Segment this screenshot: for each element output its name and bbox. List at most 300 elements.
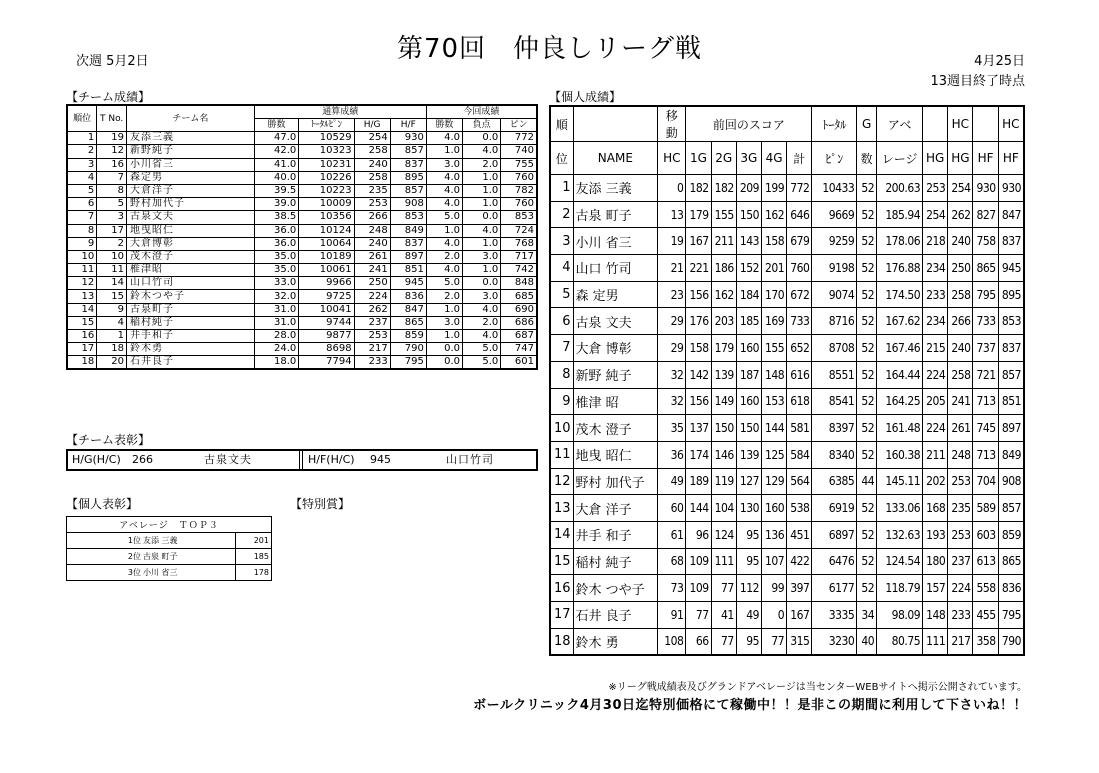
score-g4: 153: [761, 388, 786, 415]
player-name: 野村 加代子: [573, 468, 658, 495]
team-hg: 241: [354, 264, 390, 277]
player-name: 古泉 町子: [573, 201, 658, 228]
player-total-pins: 8340: [812, 441, 857, 468]
table-row: [67, 290, 537, 303]
header-team-no: T No.: [97, 105, 127, 132]
team-hg: 217: [354, 343, 390, 356]
team-no: 18: [97, 343, 127, 356]
team-wins: 41.0: [254, 158, 299, 171]
player-hg: 148: [923, 602, 948, 629]
player-hc-hg: 235: [948, 495, 973, 522]
player-hc-hg: 253: [948, 468, 973, 495]
player-hg: 111: [923, 628, 948, 655]
player-hc-hg: 248: [948, 441, 973, 468]
avg-value: 185: [236, 549, 272, 565]
player-games: 52: [857, 415, 877, 442]
player-total-pins: 3335: [812, 602, 857, 629]
team-no: 19: [97, 132, 127, 145]
team-name: 椎津昭: [127, 264, 255, 277]
table-row: [67, 549, 272, 565]
table-row: [550, 255, 1024, 282]
player-average: 185.94: [877, 201, 923, 228]
header-name: NAME: [573, 142, 658, 175]
player-hg: 193: [923, 521, 948, 548]
player-name: 森 定男: [573, 281, 658, 308]
player-hc-hg: 224: [948, 575, 973, 602]
player-hc: 0: [658, 175, 686, 202]
player-rank: 3: [550, 228, 573, 255]
team-wins: 24.0: [254, 343, 299, 356]
player-hc-hf: 853: [998, 308, 1024, 335]
score-g2: 149: [711, 388, 736, 415]
award-divider: [299, 451, 303, 469]
player-rank: 17: [550, 602, 573, 629]
score-g3: 160: [736, 388, 761, 415]
player-hf: 827: [973, 201, 998, 228]
table-row: [67, 224, 537, 237]
player-average: 178.06: [877, 228, 923, 255]
table-row: [67, 343, 537, 356]
player-hc-hf: 851: [998, 388, 1024, 415]
score-g4: 199: [761, 175, 786, 202]
avg-value: 201: [236, 533, 272, 549]
team-current-losses: 0.0: [462, 132, 500, 145]
team-hf: 857: [390, 184, 426, 197]
avg-place-name: [67, 549, 236, 565]
player-name: 椎津 昭: [573, 388, 658, 415]
score-g4: 170: [761, 281, 786, 308]
team-rank: 15: [67, 316, 97, 329]
table-row: [550, 388, 1024, 415]
player-hf: 930: [973, 175, 998, 202]
team-current-pins: 742: [501, 264, 537, 277]
team-name: 鈴木勇: [127, 343, 255, 356]
team-name: 新野純子: [127, 145, 255, 158]
header-cur-wins: 勝数: [426, 119, 462, 132]
header-hf: HF: [973, 142, 998, 175]
player-name: 新野 純子: [573, 361, 658, 388]
avg-name: 友添 三義: [143, 536, 178, 545]
player-games: 44: [857, 468, 877, 495]
team-name: 井手和子: [127, 330, 255, 343]
team-current-pins: 772: [501, 132, 537, 145]
team-current-wins: 1.0: [426, 303, 462, 316]
player-total-pins: 6385: [812, 468, 857, 495]
team-name: 野村加代子: [127, 198, 255, 211]
team-current-pins: 690: [501, 303, 537, 316]
player-hc-hg: 258: [948, 281, 973, 308]
score-g4: 77: [761, 628, 786, 655]
score-g1: 174: [686, 441, 711, 468]
player-rank: 16: [550, 575, 573, 602]
score-total: 581: [787, 415, 812, 442]
player-hc-hg: 241: [948, 388, 973, 415]
header-total-pins-top: ﾄｰﾀﾙ: [812, 106, 857, 142]
player-hc-hg: 217: [948, 628, 973, 655]
table-row: [67, 330, 537, 343]
team-name: 古泉町子: [127, 303, 255, 316]
player-hc-hf: 897: [998, 415, 1024, 442]
team-hg: 253: [354, 198, 390, 211]
team-hg: 266: [354, 211, 390, 224]
score-g1: 137: [686, 415, 711, 442]
team-current-losses: 4.0: [462, 303, 500, 316]
player-games: 34: [857, 602, 877, 629]
player-average: 98.09: [877, 602, 923, 629]
player-hc: 19: [658, 228, 686, 255]
score-g2: 186: [711, 255, 736, 282]
player-hc-hf: 847: [998, 201, 1024, 228]
score-total: 397: [787, 575, 812, 602]
score-g2: 179: [711, 335, 736, 362]
team-current-losses: 2.0: [462, 316, 500, 329]
player-rank: 18: [550, 628, 573, 655]
player-rank: 6: [550, 308, 573, 335]
player-hc: 61: [658, 521, 686, 548]
team-section-label: 【チーム成績】: [66, 90, 151, 104]
player-total-pins: 6476: [812, 548, 857, 575]
header-cur-losses: 負点: [462, 119, 500, 132]
score-g2: 77: [711, 628, 736, 655]
score-g1: 109: [686, 575, 711, 602]
team-current-wins: 4.0: [426, 237, 462, 250]
player-hg: 234: [923, 255, 948, 282]
team-rank: 13: [67, 290, 97, 303]
team-hf: 865: [390, 316, 426, 329]
player-hc: 73: [658, 575, 686, 602]
score-g1: 96: [686, 521, 711, 548]
player-hc: 29: [658, 308, 686, 335]
player-hc-hf: 790: [998, 628, 1024, 655]
team-no: 14: [97, 277, 127, 290]
team-hf: 945: [390, 277, 426, 290]
score-g4: 162: [761, 201, 786, 228]
player-hc-hf: 795: [998, 602, 1024, 629]
team-current-losses: 1.0: [462, 184, 500, 197]
player-hc: 29: [658, 335, 686, 362]
player-games: 52: [857, 521, 877, 548]
header-rank-top: 順: [550, 106, 573, 142]
player-hc-hf: 859: [998, 521, 1024, 548]
team-current-pins: 853: [501, 211, 537, 224]
score-g3: 185: [736, 308, 761, 335]
hg-award-name: 古泉文夫: [204, 453, 252, 466]
score-g2: 162: [711, 281, 736, 308]
player-hg: 253: [923, 175, 948, 202]
player-hc: 23: [658, 281, 686, 308]
table-row: [550, 281, 1024, 308]
score-g1: 189: [686, 468, 711, 495]
score-g4: 144: [761, 415, 786, 442]
team-no: 12: [97, 145, 127, 158]
player-total-pins: 8397: [812, 415, 857, 442]
team-wins: 31.0: [254, 303, 299, 316]
player-total-pins: 8708: [812, 335, 857, 362]
team-wins: 35.0: [254, 264, 299, 277]
player-hf: 358: [973, 628, 998, 655]
hf-award-value: 945: [370, 453, 391, 466]
team-rank: 12: [67, 277, 97, 290]
player-games: 52: [857, 281, 877, 308]
player-hc-hf: 865: [998, 548, 1024, 575]
team-current-wins: 0.0: [426, 356, 462, 370]
team-rank: 14: [67, 303, 97, 316]
player-hg: 234: [923, 308, 948, 335]
player-rank: 1: [550, 175, 573, 202]
player-name: 大倉 洋子: [573, 495, 658, 522]
score-g2: 139: [711, 361, 736, 388]
player-hc-hf: 895: [998, 281, 1024, 308]
player-hg: 218: [923, 228, 948, 255]
player-total-pins: 3230: [812, 628, 857, 655]
score-g2: 104: [711, 495, 736, 522]
player-hf: 733: [973, 308, 998, 335]
score-g2: 146: [711, 441, 736, 468]
score-total: 679: [787, 228, 812, 255]
team-name: 友添三義: [127, 132, 255, 145]
header-total: 計: [787, 142, 812, 175]
team-current-losses: 5.0: [462, 356, 500, 370]
table-row: [550, 495, 1024, 522]
score-g3: 112: [736, 575, 761, 602]
score-g1: 176: [686, 308, 711, 335]
team-current-wins: 3.0: [426, 316, 462, 329]
header-total-pins-bottom: ﾋﾟﾝ: [812, 142, 857, 175]
avg-name: 小川 省三: [143, 568, 178, 577]
score-g1: 66: [686, 628, 711, 655]
team-current-pins: 848: [501, 277, 537, 290]
team-wins: 33.0: [254, 277, 299, 290]
team-total-pins: 10323: [299, 145, 354, 158]
next-week-date: 次週 5月2日: [76, 54, 149, 69]
player-hc-hg: 254: [948, 175, 973, 202]
table-row: [67, 277, 537, 290]
player-rank: 13: [550, 495, 573, 522]
team-current-pins: 601: [501, 356, 537, 370]
player-hc-hf: 857: [998, 361, 1024, 388]
team-hg: 254: [354, 132, 390, 145]
score-g1: 158: [686, 335, 711, 362]
header-avg-top: アベ: [877, 106, 923, 142]
team-hg: 248: [354, 224, 390, 237]
avg-place: 3位: [127, 568, 141, 577]
team-hg: 258: [354, 145, 390, 158]
player-name: 大倉 博彰: [573, 335, 658, 362]
score-g1: 142: [686, 361, 711, 388]
team-no: 5: [97, 198, 127, 211]
table-row: [67, 565, 272, 581]
avg-name: 古泉 町子: [143, 552, 178, 561]
player-hg: 254: [923, 201, 948, 228]
player-total-pins: 10433: [812, 175, 857, 202]
team-current-losses: 1.0: [462, 171, 500, 184]
score-total: 618: [787, 388, 812, 415]
score-total: 652: [787, 335, 812, 362]
team-current-pins: 768: [501, 237, 537, 250]
score-g4: 169: [761, 308, 786, 335]
team-hg: 237: [354, 316, 390, 329]
score-g2: 203: [711, 308, 736, 335]
team-current-wins: 2.0: [426, 250, 462, 263]
team-current-losses: 1.0: [462, 264, 500, 277]
team-current-losses: 5.0: [462, 343, 500, 356]
team-no: 11: [97, 264, 127, 277]
score-g4: 148: [761, 361, 786, 388]
player-average: 124.54: [877, 548, 923, 575]
header-hg-top: [923, 106, 948, 142]
player-games: 52: [857, 441, 877, 468]
team-no: 4: [97, 316, 127, 329]
player-games: 52: [857, 175, 877, 202]
hf-award-name: 山口竹司: [446, 453, 494, 466]
player-hc: 49: [658, 468, 686, 495]
team-hf: 930: [390, 132, 426, 145]
score-g3: 143: [736, 228, 761, 255]
header-hg: HG: [923, 142, 948, 175]
team-no: 15: [97, 290, 127, 303]
score-total: 672: [787, 281, 812, 308]
table-row: [67, 158, 537, 171]
team-hg: 253: [354, 330, 390, 343]
player-hg: 224: [923, 361, 948, 388]
team-rank: 3: [67, 158, 97, 171]
player-hc: 36: [658, 441, 686, 468]
player-average: 161.48: [877, 415, 923, 442]
table-row: [550, 575, 1024, 602]
team-rank: 1: [67, 132, 97, 145]
team-no: 8: [97, 184, 127, 197]
header-hc: HC: [658, 142, 686, 175]
team-wins: 28.0: [254, 330, 299, 343]
team-current-pins: 687: [501, 330, 537, 343]
avg-place: 1位: [127, 536, 141, 545]
player-hc: 108: [658, 628, 686, 655]
table-row: [67, 356, 537, 370]
score-g2: 119: [711, 468, 736, 495]
score-g3: 95: [736, 628, 761, 655]
score-g2: 150: [711, 415, 736, 442]
header-team-name: チーム名: [127, 105, 255, 132]
table-row: [550, 521, 1024, 548]
header-cumulative: 通算成績: [254, 105, 426, 119]
team-hf: 837: [390, 237, 426, 250]
player-games: 52: [857, 335, 877, 362]
team-hf: 857: [390, 145, 426, 158]
team-hf: 851: [390, 264, 426, 277]
team-total-pins: 10529: [299, 132, 354, 145]
team-name: 古泉文夫: [127, 211, 255, 224]
team-no: 9: [97, 303, 127, 316]
team-total-pins: 7794: [299, 356, 354, 370]
score-total: 646: [787, 201, 812, 228]
team-current-pins: 685: [501, 290, 537, 303]
player-name: 稲村 純子: [573, 548, 658, 575]
team-rank: 17: [67, 343, 97, 356]
score-total: 733: [787, 308, 812, 335]
team-current-wins: 1.0: [426, 224, 462, 237]
player-hf: 589: [973, 495, 998, 522]
header-move: 移動: [658, 106, 686, 142]
team-current-wins: 4.0: [426, 171, 462, 184]
header-hchf-top: HC: [998, 106, 1024, 142]
player-hf: 745: [973, 415, 998, 442]
team-total-pins: 10356: [299, 211, 354, 224]
team-wins: 39.0: [254, 198, 299, 211]
player-games: 52: [857, 308, 877, 335]
team-rank: 9: [67, 237, 97, 250]
team-current-losses: 0.0: [462, 211, 500, 224]
score-g1: 109: [686, 548, 711, 575]
player-hc-hg: 266: [948, 308, 973, 335]
week-status: 13週目終了時点: [930, 74, 1025, 89]
team-current-losses: 0.0: [462, 277, 500, 290]
team-total-pins: 10041: [299, 303, 354, 316]
team-current-losses: 1.0: [462, 237, 500, 250]
team-total-pins: 9966: [299, 277, 354, 290]
score-g3: 160: [736, 335, 761, 362]
score-total: 538: [787, 495, 812, 522]
score-g4: 129: [761, 468, 786, 495]
team-current-wins: 1.0: [426, 330, 462, 343]
team-no: 17: [97, 224, 127, 237]
score-g3: 209: [736, 175, 761, 202]
player-hc-hg: 262: [948, 201, 973, 228]
header-rank-bottom: 位: [550, 142, 573, 175]
player-total-pins: 9074: [812, 281, 857, 308]
score-g2: 211: [711, 228, 736, 255]
team-current-pins: 760: [501, 171, 537, 184]
team-current-pins: 717: [501, 250, 537, 263]
player-name: 鈴木 勇: [573, 628, 658, 655]
team-rank: 4: [67, 171, 97, 184]
avg-place: 2位: [127, 552, 141, 561]
table-row: [550, 602, 1024, 629]
player-games: 52: [857, 575, 877, 602]
player-games: 52: [857, 388, 877, 415]
hg-award-label: H/G(H/C): [72, 453, 121, 466]
team-rank: 11: [67, 264, 97, 277]
table-row: [67, 132, 537, 145]
score-g4: 107: [761, 548, 786, 575]
score-g3: 130: [736, 495, 761, 522]
individual-section-label: 【個人成績】: [549, 90, 622, 104]
player-hc-hf: 836: [998, 575, 1024, 602]
header-games-bottom: 数: [857, 142, 877, 175]
score-g3: 150: [736, 201, 761, 228]
team-total-pins: 10061: [299, 264, 354, 277]
player-hc: 68: [658, 548, 686, 575]
player-hc: 91: [658, 602, 686, 629]
score-g3: 152: [736, 255, 761, 282]
score-g1: 167: [686, 228, 711, 255]
score-total: 584: [787, 441, 812, 468]
header-wins: 勝数: [254, 119, 299, 132]
player-hc-hf: 908: [998, 468, 1024, 495]
player-games: 52: [857, 548, 877, 575]
team-rank: 8: [67, 224, 97, 237]
table-row: [67, 171, 537, 184]
player-hg: 215: [923, 335, 948, 362]
table-row: [67, 533, 272, 549]
player-name: 友添 三義: [573, 175, 658, 202]
header-hf: H/F: [390, 119, 426, 132]
player-hc-hg: 261: [948, 415, 973, 442]
team-current-wins: 2.0: [426, 290, 462, 303]
team-hf: 895: [390, 171, 426, 184]
team-name: 稲村純子: [127, 316, 255, 329]
team-current-wins: 5.0: [426, 277, 462, 290]
team-total-pins: 10231: [299, 158, 354, 171]
